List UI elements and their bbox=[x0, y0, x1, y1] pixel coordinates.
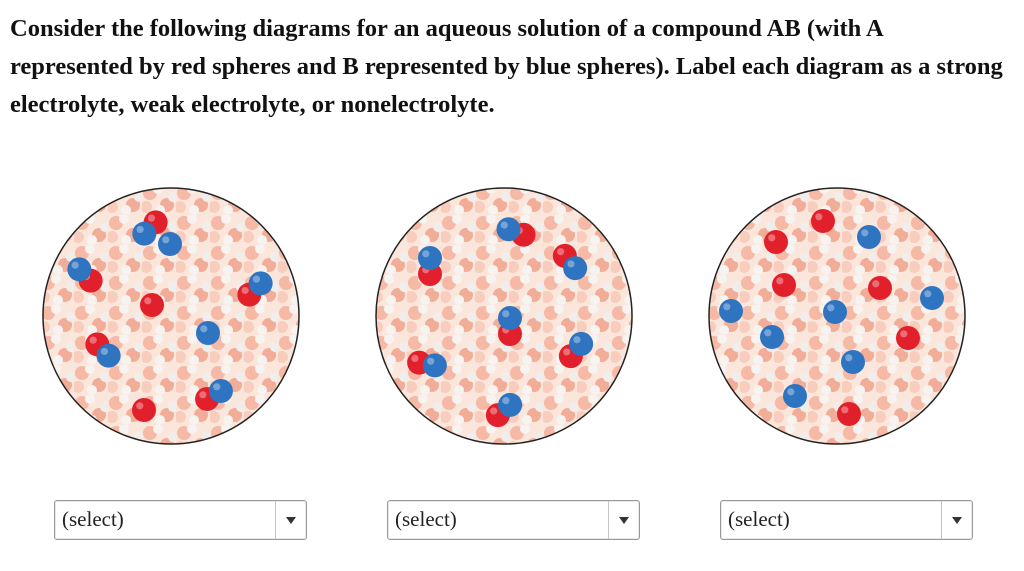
sphere-highlight bbox=[148, 215, 155, 222]
sphere-highlight bbox=[90, 337, 97, 344]
sphere-highlight bbox=[563, 348, 570, 355]
b-ion-sphere bbox=[783, 384, 807, 408]
diagram-3-label-select[interactable] bbox=[720, 500, 973, 540]
diagram-1 bbox=[40, 185, 302, 447]
sphere-highlight bbox=[764, 329, 771, 336]
a-ion-sphere bbox=[764, 230, 788, 254]
sphere-highlight bbox=[490, 407, 497, 414]
solution-3-svg bbox=[706, 185, 968, 447]
ab-pair-b-sphere bbox=[498, 393, 522, 417]
sphere-highlight bbox=[411, 355, 418, 362]
sphere-highlight bbox=[567, 260, 574, 267]
b-ion-sphere bbox=[857, 225, 881, 249]
question-text: Consider the following diagrams for an aqueous solution of a compound AB (with A represented by red spheres and B represented by blue spheres). Label each diagram as a strong electrolyte, weak electrolyte, or nonelectrolyte. bbox=[10, 15, 1003, 118]
sphere-highlight bbox=[924, 290, 931, 297]
dropdown-button[interactable] bbox=[275, 501, 306, 539]
sphere-highlight bbox=[502, 397, 509, 404]
a-ion-sphere bbox=[896, 326, 920, 350]
a-ion-sphere bbox=[868, 276, 892, 300]
b-ion-sphere bbox=[823, 300, 847, 324]
chevron-down-icon bbox=[619, 517, 629, 524]
a-ion-sphere bbox=[811, 209, 835, 233]
sphere-highlight bbox=[501, 221, 508, 228]
sphere-highlight bbox=[137, 226, 144, 233]
diagram-2-label-select[interactable] bbox=[387, 500, 640, 540]
diagram-3 bbox=[706, 185, 968, 447]
solution-2-svg bbox=[373, 185, 635, 447]
ab-pair-b-sphere bbox=[563, 256, 587, 280]
b-ion-sphere bbox=[760, 325, 784, 349]
diagram-2 bbox=[373, 185, 635, 447]
sphere-highlight bbox=[199, 391, 206, 398]
sphere-highlight bbox=[573, 336, 580, 343]
ab-pair-b-sphere bbox=[132, 222, 156, 246]
chevron-down-icon bbox=[952, 517, 962, 524]
sphere-highlight bbox=[787, 388, 794, 395]
sphere-highlight bbox=[213, 383, 220, 390]
ab-pair-b-sphere bbox=[209, 379, 233, 403]
select-value: (select) bbox=[62, 507, 124, 531]
a-ion-sphere bbox=[140, 293, 164, 317]
a-ion-sphere bbox=[772, 273, 796, 297]
ab-pair-b-sphere bbox=[569, 332, 593, 356]
sphere-highlight bbox=[815, 213, 822, 220]
ab-pair-b-sphere bbox=[67, 257, 91, 281]
a-ion-sphere bbox=[132, 398, 156, 422]
sphere-highlight bbox=[200, 325, 207, 332]
dropdown-button[interactable] bbox=[608, 501, 639, 539]
select-value: (select) bbox=[395, 507, 457, 531]
solution-1-svg bbox=[40, 185, 302, 447]
sphere-highlight bbox=[768, 234, 775, 241]
sphere-highlight bbox=[557, 248, 564, 255]
sphere-highlight bbox=[144, 297, 151, 304]
sphere-highlight bbox=[101, 348, 108, 355]
sphere-highlight bbox=[242, 287, 249, 294]
sphere-highlight bbox=[872, 280, 879, 287]
b-ion-sphere bbox=[158, 232, 182, 256]
sphere-highlight bbox=[427, 358, 434, 365]
dropdown-button[interactable] bbox=[941, 501, 972, 539]
sphere-highlight bbox=[162, 236, 169, 243]
b-ion-sphere bbox=[841, 350, 865, 374]
sphere-highlight bbox=[900, 330, 907, 337]
sphere-highlight bbox=[72, 262, 79, 269]
ab-pair-b-sphere bbox=[496, 217, 520, 241]
b-ion-sphere bbox=[920, 286, 944, 310]
diagram-1-label-select[interactable] bbox=[54, 500, 307, 540]
b-ion-sphere bbox=[719, 299, 743, 323]
ab-pair-b-sphere bbox=[423, 353, 447, 377]
sphere-highlight bbox=[841, 406, 848, 413]
sphere-highlight bbox=[253, 276, 260, 283]
b-ion-sphere bbox=[196, 321, 220, 345]
sphere-highlight bbox=[827, 304, 834, 311]
ab-pair-b-sphere bbox=[249, 271, 273, 295]
sphere-highlight bbox=[723, 303, 730, 310]
a-ion-sphere bbox=[837, 402, 861, 426]
sphere-highlight bbox=[422, 250, 429, 257]
ab-pair-b-sphere bbox=[498, 306, 522, 330]
sphere-highlight bbox=[136, 402, 143, 409]
ab-pair-b-sphere bbox=[418, 246, 442, 270]
select-value: (select) bbox=[728, 507, 790, 531]
sphere-highlight bbox=[845, 354, 852, 361]
sphere-highlight bbox=[502, 310, 509, 317]
sphere-highlight bbox=[861, 229, 868, 236]
chevron-down-icon bbox=[286, 517, 296, 524]
sphere-highlight bbox=[776, 277, 783, 284]
ab-pair-b-sphere bbox=[97, 344, 121, 368]
